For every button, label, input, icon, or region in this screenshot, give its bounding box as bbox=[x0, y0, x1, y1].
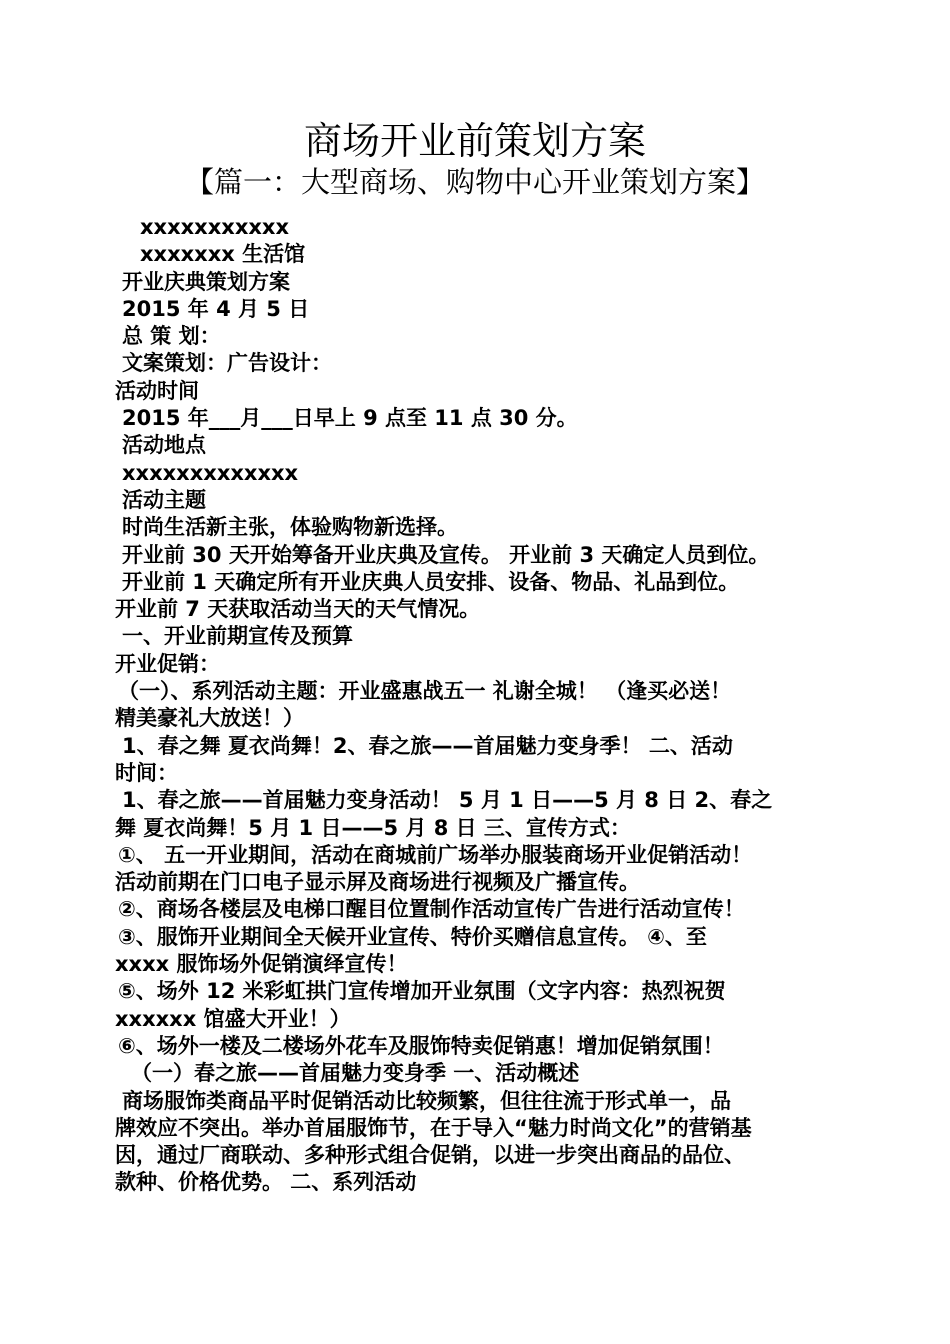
text-line: xxxxxxxxxxx bbox=[140, 215, 289, 239]
text-line: 款种、价格优势。 二、系列活动 bbox=[115, 1170, 417, 1195]
text-line: 1、春之舞 夏衣尚舞！2、春之旅——首届魅力变身季！ 二、活动 bbox=[122, 733, 733, 758]
text-line: 精美豪礼大放送！） bbox=[115, 706, 304, 731]
document-body bbox=[115, 214, 835, 1197]
text-line: 2015 年___月___日早上 9 点至 11 点 30 分。 bbox=[122, 406, 578, 431]
text-line: 时间： bbox=[115, 760, 178, 785]
text-line: 活动主题 bbox=[122, 487, 206, 512]
text-line: xxxx 服饰场外促销演绎宣传！ bbox=[115, 952, 408, 977]
document-title: 商场开业前策划方案 bbox=[303, 119, 646, 163]
text-line: xxxxxxxxxxxxx bbox=[122, 460, 299, 485]
text-line: 活动前期在门口电子显示屏及商场进行视频及广播宣传。 bbox=[115, 870, 640, 895]
text-line: ⑥、场外一楼及二楼场外花车及服饰特卖促销惠！增加促销氛围！ bbox=[118, 1033, 724, 1058]
text-line: 开业前 30 天开始筹备开业庆典及宣传。 开业前 3 天确定人员到位。 bbox=[122, 542, 770, 567]
text-line: 开业前 1 天确定所有开业庆典人员安排、设备、物品、礼品到位。 bbox=[122, 569, 740, 594]
text-line: 开业促销： bbox=[115, 651, 220, 676]
text-line: （一）春之旅——首届魅力变身季 一、活动概述 bbox=[131, 1061, 580, 1086]
text-line: ①、 五一开业期间，活动在商城前广场举办服装商场开业促销活动！ bbox=[118, 842, 753, 867]
text-line: 因，通过厂商联动、多种形式组合促销，以进一步突出商品的品位、 bbox=[115, 1143, 745, 1168]
text-line: 活动时间 bbox=[115, 378, 199, 403]
text-line: ⑤、场外 12 米彩虹拱门宣传增加开业氛围（文字内容：热烈祝贺 bbox=[118, 979, 726, 1004]
text-line: 舞 夏衣尚舞！5 月 1 日——5 月 8 日 三、宣传方式： bbox=[115, 815, 631, 840]
text-line: 总 策 划： bbox=[122, 324, 221, 349]
text-line: 时尚生活新主张，体验购物新选择。 bbox=[122, 515, 458, 540]
text-line: 1、春之旅——首届魅力变身活动！ 5 月 1 日——5 月 8 日 2、春之 bbox=[122, 788, 773, 813]
text-line: 2015 年 4 月 5 日 bbox=[122, 296, 310, 321]
text-line: 一、开业前期宣传及预算 bbox=[122, 624, 353, 649]
text-line: ③、服饰开业期间全天候开业宣传、特价买赠信息宣传。 ④、至 bbox=[118, 924, 707, 949]
text-line: 牌效应不突出。举办首届服饰节，在于导入“魅力时尚文化”的营销基 bbox=[115, 1115, 752, 1140]
document-subtitle: 【篇一：大型商场、购物中心开业策划方案】 bbox=[184, 165, 765, 199]
text-line: xxxxxx 馆盛大开业！） bbox=[115, 1006, 351, 1031]
text-line: 活动地点 bbox=[122, 433, 206, 458]
text-line: （一）、系列活动主题：开业盛惠战五一 礼谢全城！ （逢买必送！ bbox=[118, 679, 732, 704]
text-line: xxxxxxx 生活馆 bbox=[140, 242, 306, 267]
text-line: 文案策划：广告设计： bbox=[122, 351, 332, 376]
text-line: 开业前 7 天获取活动当天的天气情况。 bbox=[115, 597, 481, 622]
text-line: ②、商场各楼层及电梯口醒目位置制作活动宣传广告进行活动宣传！ bbox=[118, 897, 745, 922]
text-line: 商场服饰类商品平时促销活动比较频繁，但往往流于形式单一，品 bbox=[122, 1088, 731, 1113]
text-line: 开业庆典策划方案 bbox=[122, 269, 290, 294]
